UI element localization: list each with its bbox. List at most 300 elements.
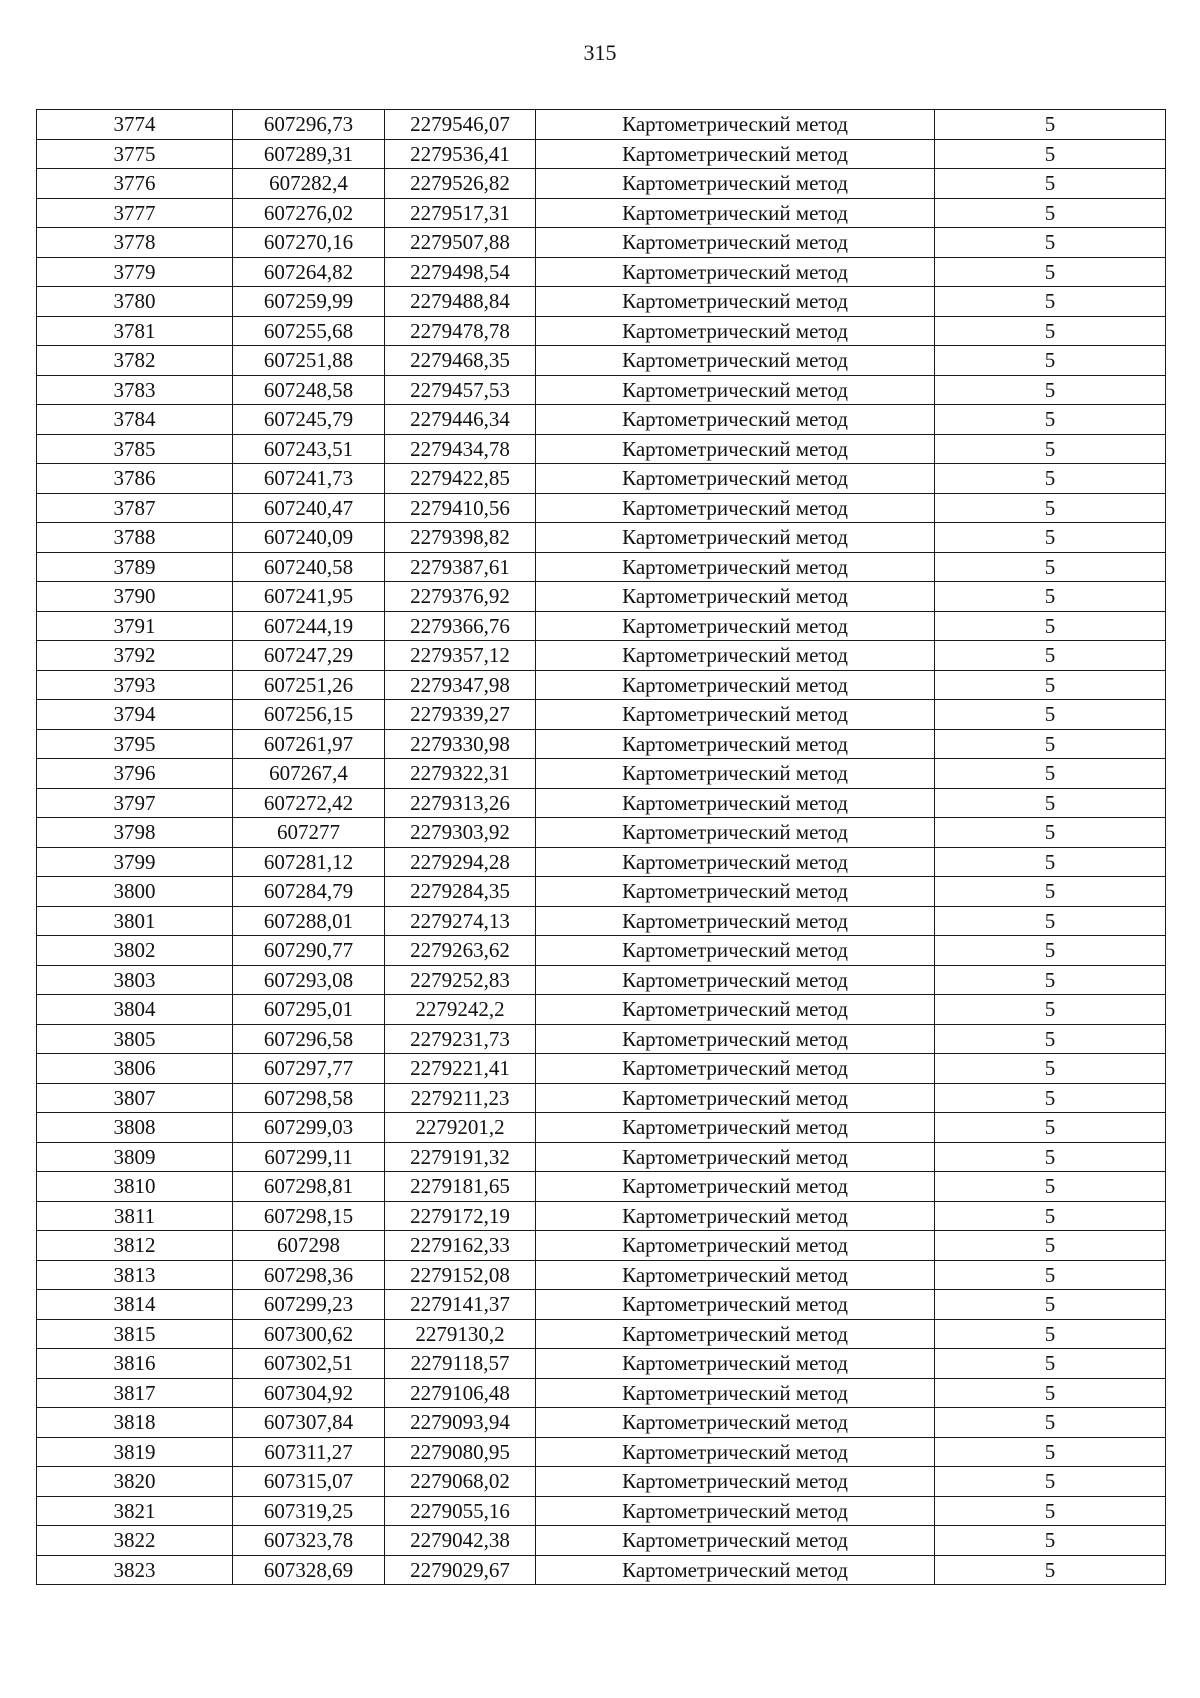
x-coordinate-cell: 607241,95 [233,582,385,612]
y-coordinate-cell: 2279055,16 [385,1496,536,1526]
point-number-cell: 3805 [37,1024,233,1054]
x-coordinate-cell: 607295,01 [233,995,385,1025]
y-coordinate-cell: 2279152,08 [385,1260,536,1290]
method-cell: Картометрический метод [536,936,935,966]
point-number-cell: 3781 [37,316,233,346]
accuracy-cell: 5 [935,316,1166,346]
accuracy-cell: 5 [935,228,1166,258]
y-coordinate-cell: 2279211,23 [385,1083,536,1113]
x-coordinate-cell: 607302,51 [233,1349,385,1379]
y-coordinate-cell: 2279294,28 [385,847,536,877]
x-coordinate-cell: 607282,4 [233,169,385,199]
x-coordinate-cell: 607299,03 [233,1113,385,1143]
method-cell: Картометрический метод [536,1467,935,1497]
point-number-cell: 3790 [37,582,233,612]
y-coordinate-cell: 2279478,78 [385,316,536,346]
y-coordinate-cell: 2279398,82 [385,523,536,553]
method-cell: Картометрический метод [536,1496,935,1526]
accuracy-cell: 5 [935,375,1166,405]
point-number-cell: 3789 [37,552,233,582]
table-row [37,316,1166,346]
x-coordinate-cell: 607299,11 [233,1142,385,1172]
y-coordinate-cell: 2279468,35 [385,346,536,376]
accuracy-cell: 5 [935,729,1166,759]
table-row [37,169,1166,199]
table-row [37,729,1166,759]
accuracy-cell: 5 [935,1378,1166,1408]
point-number-cell: 3796 [37,759,233,789]
x-coordinate-cell: 607298,36 [233,1260,385,1290]
x-coordinate-cell: 607261,97 [233,729,385,759]
point-number-cell: 3806 [37,1054,233,1084]
x-coordinate-cell: 607251,88 [233,346,385,376]
y-coordinate-cell: 2279106,48 [385,1378,536,1408]
table-row [37,1408,1166,1438]
accuracy-cell: 5 [935,1113,1166,1143]
accuracy-cell: 5 [935,405,1166,435]
point-number-cell: 3776 [37,169,233,199]
accuracy-cell: 5 [935,965,1166,995]
method-cell: Картометрический метод [536,110,935,140]
table-row [37,1172,1166,1202]
table-row [37,1231,1166,1261]
accuracy-cell: 5 [935,139,1166,169]
point-number-cell: 3823 [37,1555,233,1585]
accuracy-cell: 5 [935,759,1166,789]
table-row [37,1526,1166,1556]
accuracy-cell: 5 [935,1142,1166,1172]
point-number-cell: 3811 [37,1201,233,1231]
accuracy-cell: 5 [935,257,1166,287]
table-row [37,1319,1166,1349]
point-number-cell: 3809 [37,1142,233,1172]
method-cell: Картометрический метод [536,434,935,464]
point-number-cell: 3800 [37,877,233,907]
method-cell: Картометрический метод [536,287,935,317]
y-coordinate-cell: 2279093,94 [385,1408,536,1438]
y-coordinate-cell: 2279536,41 [385,139,536,169]
table-row [37,611,1166,641]
method-cell: Картометрический метод [536,405,935,435]
point-number-cell: 3798 [37,818,233,848]
x-coordinate-cell: 607311,27 [233,1437,385,1467]
point-number-cell: 3817 [37,1378,233,1408]
y-coordinate-cell: 2279118,57 [385,1349,536,1379]
accuracy-cell: 5 [935,1526,1166,1556]
table-row [37,228,1166,258]
accuracy-cell: 5 [935,1555,1166,1585]
x-coordinate-cell: 607272,42 [233,788,385,818]
x-coordinate-cell: 607315,07 [233,1467,385,1497]
table-row [37,1496,1166,1526]
table-row [37,1024,1166,1054]
point-number-cell: 3793 [37,670,233,700]
table-row [37,670,1166,700]
y-coordinate-cell: 2279313,26 [385,788,536,818]
method-cell: Картометрический метод [536,198,935,228]
x-coordinate-cell: 607298 [233,1231,385,1261]
y-coordinate-cell: 2279526,82 [385,169,536,199]
accuracy-cell: 5 [935,582,1166,612]
y-coordinate-cell: 2279284,35 [385,877,536,907]
point-number-cell: 3795 [37,729,233,759]
table-row [37,936,1166,966]
x-coordinate-cell: 607296,73 [233,110,385,140]
y-coordinate-cell: 2279029,67 [385,1555,536,1585]
table-row [37,582,1166,612]
x-coordinate-cell: 607247,29 [233,641,385,671]
accuracy-cell: 5 [935,198,1166,228]
table-row [37,788,1166,818]
point-number-cell: 3814 [37,1290,233,1320]
method-cell: Картометрический метод [536,169,935,199]
point-number-cell: 3787 [37,493,233,523]
page-number: 315 [583,40,617,65]
y-coordinate-cell: 2279546,07 [385,110,536,140]
method-cell: Картометрический метод [536,906,935,936]
table-row [37,523,1166,553]
method-cell: Картометрический метод [536,1526,935,1556]
point-number-cell: 3794 [37,700,233,730]
point-number-cell: 3777 [37,198,233,228]
x-coordinate-cell: 607299,23 [233,1290,385,1320]
method-cell: Картометрический метод [536,759,935,789]
accuracy-cell: 5 [935,818,1166,848]
point-number-cell: 3778 [37,228,233,258]
point-number-cell: 3810 [37,1172,233,1202]
y-coordinate-cell: 2279410,56 [385,493,536,523]
x-coordinate-cell: 607259,99 [233,287,385,317]
point-number-cell: 3819 [37,1437,233,1467]
x-coordinate-cell: 607289,31 [233,139,385,169]
y-coordinate-cell: 2279498,54 [385,257,536,287]
y-coordinate-cell: 2279068,02 [385,1467,536,1497]
table-row [37,198,1166,228]
method-cell: Картометрический метод [536,1378,935,1408]
method-cell: Картометрический метод [536,1260,935,1290]
x-coordinate-cell: 607297,77 [233,1054,385,1084]
y-coordinate-cell: 2279274,13 [385,906,536,936]
point-number-cell: 3784 [37,405,233,435]
accuracy-cell: 5 [935,110,1166,140]
x-coordinate-cell: 607248,58 [233,375,385,405]
table-row [37,1555,1166,1585]
method-cell: Картометрический метод [536,493,935,523]
accuracy-cell: 5 [935,1260,1166,1290]
table-row [37,1290,1166,1320]
point-number-cell: 3799 [37,847,233,877]
method-cell: Картометрический метод [536,641,935,671]
y-coordinate-cell: 2279330,98 [385,729,536,759]
accuracy-cell: 5 [935,995,1166,1025]
y-coordinate-cell: 2279130,2 [385,1319,536,1349]
x-coordinate-cell: 607251,26 [233,670,385,700]
accuracy-cell: 5 [935,1496,1166,1526]
accuracy-cell: 5 [935,641,1166,671]
y-coordinate-cell: 2279434,78 [385,434,536,464]
point-number-cell: 3797 [37,788,233,818]
table-row [37,1349,1166,1379]
accuracy-cell: 5 [935,1467,1166,1497]
point-number-cell: 3792 [37,641,233,671]
point-number-cell: 3788 [37,523,233,553]
x-coordinate-cell: 607245,79 [233,405,385,435]
y-coordinate-cell: 2279322,31 [385,759,536,789]
accuracy-cell: 5 [935,346,1166,376]
x-coordinate-cell: 607243,51 [233,434,385,464]
coordinates-table [36,109,1166,1585]
point-number-cell: 3780 [37,287,233,317]
accuracy-cell: 5 [935,493,1166,523]
point-number-cell: 3807 [37,1083,233,1113]
y-coordinate-cell: 2279422,85 [385,464,536,494]
y-coordinate-cell: 2279488,84 [385,287,536,317]
method-cell: Картометрический метод [536,1319,935,1349]
table-row [37,1113,1166,1143]
table-row [37,1437,1166,1467]
y-coordinate-cell: 2279191,32 [385,1142,536,1172]
method-cell: Картометрический метод [536,1555,935,1585]
x-coordinate-cell: 607256,15 [233,700,385,730]
table-row [37,1083,1166,1113]
y-coordinate-cell: 2279231,73 [385,1024,536,1054]
method-cell: Картометрический метод [536,257,935,287]
accuracy-cell: 5 [935,1172,1166,1202]
table-row [37,346,1166,376]
y-coordinate-cell: 2279507,88 [385,228,536,258]
point-number-cell: 3804 [37,995,233,1025]
y-coordinate-cell: 2279080,95 [385,1437,536,1467]
point-number-cell: 3818 [37,1408,233,1438]
accuracy-cell: 5 [935,1083,1166,1113]
x-coordinate-cell: 607244,19 [233,611,385,641]
accuracy-cell: 5 [935,1231,1166,1261]
method-cell: Картометрический метод [536,1201,935,1231]
point-number-cell: 3821 [37,1496,233,1526]
y-coordinate-cell: 2279221,41 [385,1054,536,1084]
accuracy-cell: 5 [935,1319,1166,1349]
y-coordinate-cell: 2279339,27 [385,700,536,730]
point-number-cell: 3822 [37,1526,233,1556]
accuracy-cell: 5 [935,906,1166,936]
table-row [37,700,1166,730]
method-cell: Картометрический метод [536,552,935,582]
x-coordinate-cell: 607319,25 [233,1496,385,1526]
table-row [37,759,1166,789]
method-cell: Картометрический метод [536,1083,935,1113]
point-number-cell: 3775 [37,139,233,169]
point-number-cell: 3815 [37,1319,233,1349]
accuracy-cell: 5 [935,1408,1166,1438]
point-number-cell: 3785 [37,434,233,464]
method-cell: Картометрический метод [536,1113,935,1143]
accuracy-cell: 5 [935,1054,1166,1084]
accuracy-cell: 5 [935,523,1166,553]
x-coordinate-cell: 607307,84 [233,1408,385,1438]
y-coordinate-cell: 2279376,92 [385,582,536,612]
table-row [37,906,1166,936]
table-row [37,1201,1166,1231]
table-row [37,1467,1166,1497]
x-coordinate-cell: 607298,15 [233,1201,385,1231]
point-number-cell: 3816 [37,1349,233,1379]
accuracy-cell: 5 [935,611,1166,641]
y-coordinate-cell: 2279457,53 [385,375,536,405]
y-coordinate-cell: 2279366,76 [385,611,536,641]
method-cell: Картометрический метод [536,582,935,612]
method-cell: Картометрический метод [536,228,935,258]
table-row [37,1260,1166,1290]
x-coordinate-cell: 607300,62 [233,1319,385,1349]
y-coordinate-cell: 2279263,62 [385,936,536,966]
accuracy-cell: 5 [935,1201,1166,1231]
method-cell: Картометрический метод [536,1054,935,1084]
method-cell: Картометрический метод [536,1142,935,1172]
accuracy-cell: 5 [935,877,1166,907]
method-cell: Картометрический метод [536,729,935,759]
table-row [37,405,1166,435]
x-coordinate-cell: 607255,68 [233,316,385,346]
y-coordinate-cell: 2279181,65 [385,1172,536,1202]
x-coordinate-cell: 607267,4 [233,759,385,789]
method-cell: Картометрический метод [536,1437,935,1467]
method-cell: Картометрический метод [536,877,935,907]
method-cell: Картометрический метод [536,1024,935,1054]
y-coordinate-cell: 2279201,2 [385,1113,536,1143]
table-row [37,287,1166,317]
method-cell: Картометрический метод [536,965,935,995]
point-number-cell: 3786 [37,464,233,494]
point-number-cell: 3808 [37,1113,233,1143]
x-coordinate-cell: 607293,08 [233,965,385,995]
table-row [37,434,1166,464]
point-number-cell: 3782 [37,346,233,376]
x-coordinate-cell: 607298,81 [233,1172,385,1202]
y-coordinate-cell: 2279242,2 [385,995,536,1025]
x-coordinate-cell: 607240,09 [233,523,385,553]
accuracy-cell: 5 [935,552,1166,582]
y-coordinate-cell: 2279517,31 [385,198,536,228]
y-coordinate-cell: 2279172,19 [385,1201,536,1231]
point-number-cell: 3802 [37,936,233,966]
point-number-cell: 3812 [37,1231,233,1261]
accuracy-cell: 5 [935,847,1166,877]
table-row [37,257,1166,287]
accuracy-cell: 5 [935,464,1166,494]
table-row [37,1142,1166,1172]
accuracy-cell: 5 [935,287,1166,317]
method-cell: Картометрический метод [536,139,935,169]
method-cell: Картометрический метод [536,818,935,848]
y-coordinate-cell: 2279446,34 [385,405,536,435]
method-cell: Картометрический метод [536,346,935,376]
x-coordinate-cell: 607328,69 [233,1555,385,1585]
table-row [37,965,1166,995]
accuracy-cell: 5 [935,670,1166,700]
method-cell: Картометрический метод [536,847,935,877]
point-number-cell: 3803 [37,965,233,995]
point-number-cell: 3801 [37,906,233,936]
y-coordinate-cell: 2279162,33 [385,1231,536,1261]
x-coordinate-cell: 607240,47 [233,493,385,523]
x-coordinate-cell: 607296,58 [233,1024,385,1054]
method-cell: Картометрический метод [536,1231,935,1261]
method-cell: Картометрический метод [536,1349,935,1379]
y-coordinate-cell: 2279252,83 [385,965,536,995]
x-coordinate-cell: 607264,82 [233,257,385,287]
accuracy-cell: 5 [935,169,1166,199]
y-coordinate-cell: 2279303,92 [385,818,536,848]
method-cell: Картометрический метод [536,700,935,730]
table-row [37,110,1166,140]
accuracy-cell: 5 [935,1290,1166,1320]
x-coordinate-cell: 607241,73 [233,464,385,494]
table-row [37,877,1166,907]
x-coordinate-cell: 607304,92 [233,1378,385,1408]
method-cell: Картометрический метод [536,1290,935,1320]
x-coordinate-cell: 607277 [233,818,385,848]
x-coordinate-cell: 607281,12 [233,847,385,877]
coordinates-table-body [37,110,1166,1585]
method-cell: Картометрический метод [536,995,935,1025]
method-cell: Картометрический метод [536,375,935,405]
table-row [37,847,1166,877]
point-number-cell: 3774 [37,110,233,140]
point-number-cell: 3783 [37,375,233,405]
x-coordinate-cell: 607323,78 [233,1526,385,1556]
y-coordinate-cell: 2279347,98 [385,670,536,700]
table-row [37,641,1166,671]
table-row [37,375,1166,405]
table-row [37,995,1166,1025]
method-cell: Картометрический метод [536,316,935,346]
method-cell: Картометрический метод [536,1172,935,1202]
x-coordinate-cell: 607270,16 [233,228,385,258]
method-cell: Картометрический метод [536,523,935,553]
method-cell: Картометрический метод [536,464,935,494]
point-number-cell: 3813 [37,1260,233,1290]
accuracy-cell: 5 [935,700,1166,730]
x-coordinate-cell: 607290,77 [233,936,385,966]
y-coordinate-cell: 2279387,61 [385,552,536,582]
point-number-cell: 3779 [37,257,233,287]
table-row [37,552,1166,582]
table-row [37,1378,1166,1408]
x-coordinate-cell: 607298,58 [233,1083,385,1113]
accuracy-cell: 5 [935,1437,1166,1467]
y-coordinate-cell: 2279042,38 [385,1526,536,1556]
method-cell: Картометрический метод [536,611,935,641]
accuracy-cell: 5 [935,434,1166,464]
table-row [37,493,1166,523]
accuracy-cell: 5 [935,1349,1166,1379]
x-coordinate-cell: 607288,01 [233,906,385,936]
method-cell: Картометрический метод [536,788,935,818]
table-row [37,818,1166,848]
table-row [37,139,1166,169]
x-coordinate-cell: 607240,58 [233,552,385,582]
y-coordinate-cell: 2279141,37 [385,1290,536,1320]
y-coordinate-cell: 2279357,12 [385,641,536,671]
method-cell: Картометрический метод [536,670,935,700]
x-coordinate-cell: 607276,02 [233,198,385,228]
method-cell: Картометрический метод [536,1408,935,1438]
accuracy-cell: 5 [935,1024,1166,1054]
table-row [37,464,1166,494]
point-number-cell: 3820 [37,1467,233,1497]
point-number-cell: 3791 [37,611,233,641]
x-coordinate-cell: 607284,79 [233,877,385,907]
